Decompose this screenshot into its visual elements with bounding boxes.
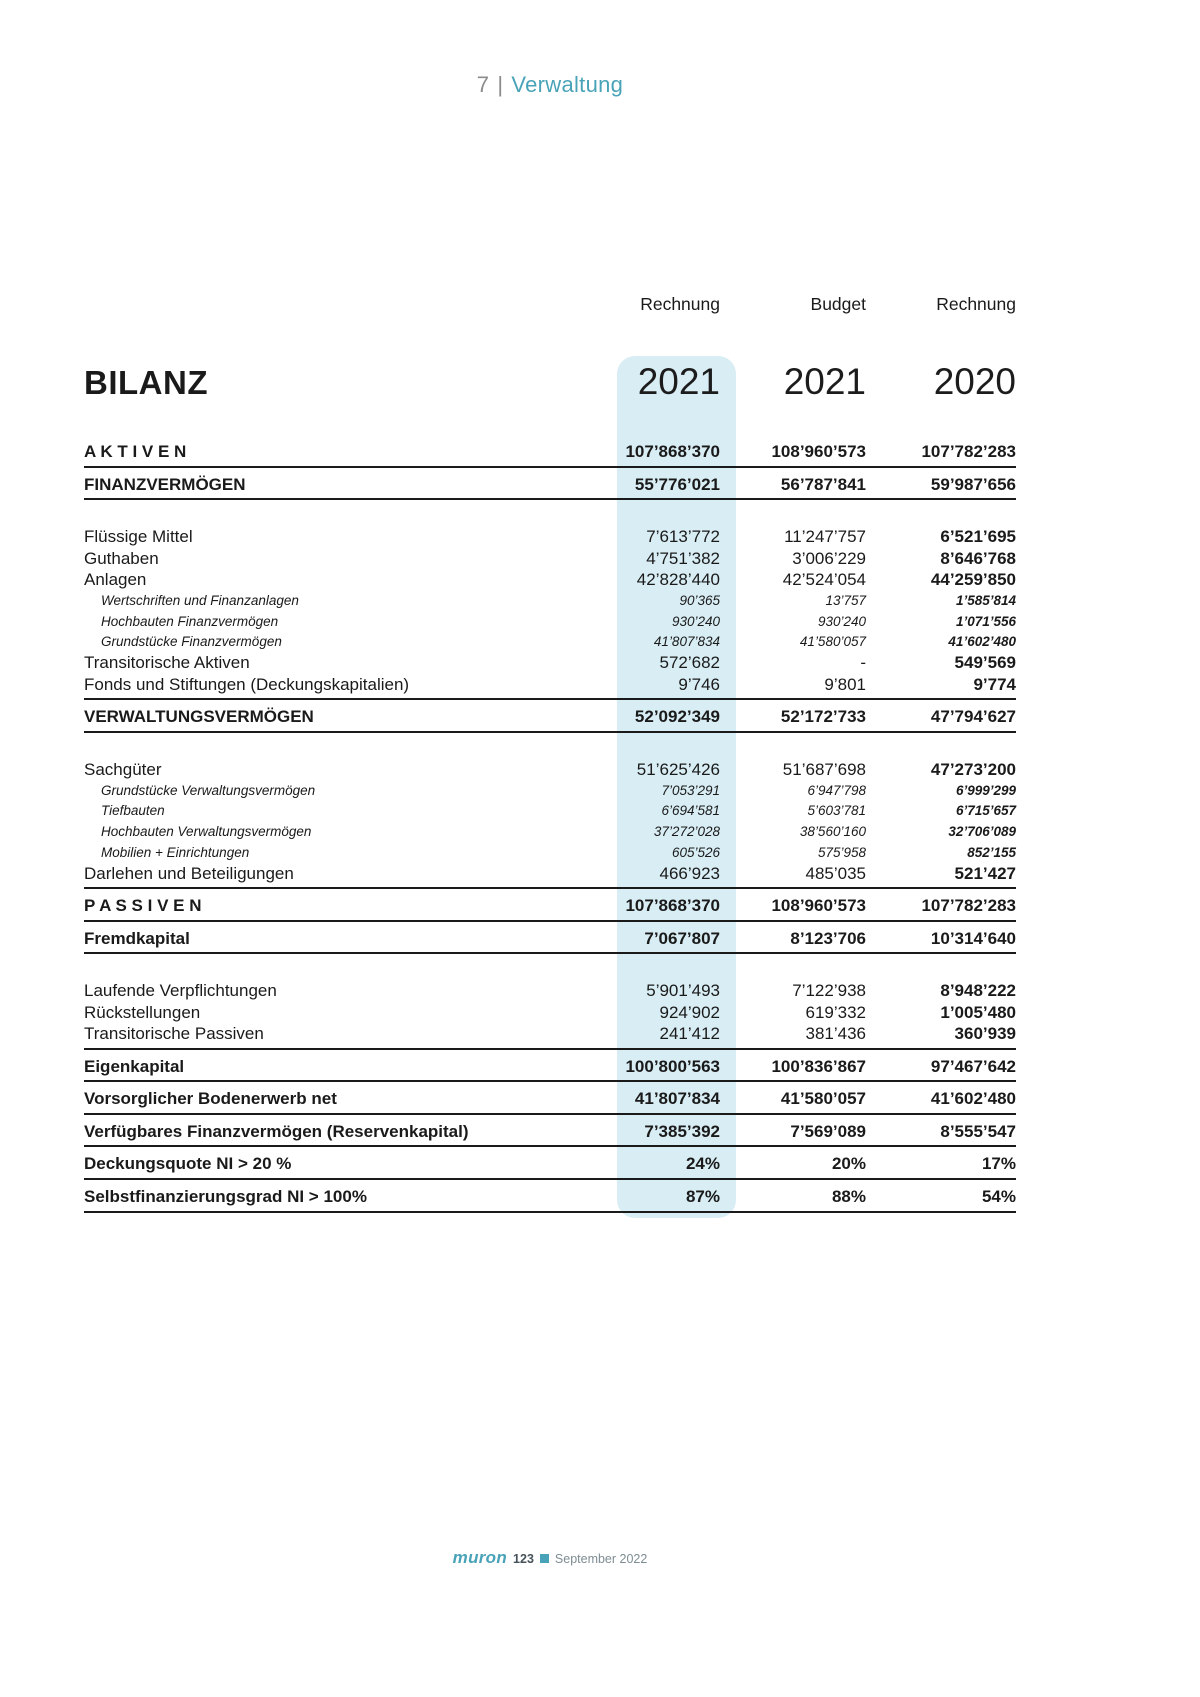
row-label: Grundstücke Verwaltungsvermögen [101,782,316,798]
value-col2: 3’006’229 [792,548,866,568]
column-header-rechnung-2020: Rechnung [936,294,1016,314]
value-col1: 24% [685,1154,720,1174]
value-col3: 107’782’283 [921,896,1016,916]
table-row [84,591,1016,612]
value-col2: 108’960’573 [771,442,866,461]
value-col2: 51’687’698 [782,759,866,779]
value-col3: 17% [981,1154,1016,1174]
value-col1: 41’807’834 [634,1089,720,1109]
column-header-budget-2021: Budget [810,294,866,314]
balance-table [84,441,1016,1213]
value-col3: 852’155 [967,844,1016,860]
page-number: 123 [513,1552,534,1566]
row-label: Vorsorglicher Bodenerwerb net [84,1089,337,1109]
column-header-rechnung-2021: Rechnung [640,294,720,314]
table-row [84,1002,1016,1024]
page-footer [84,1548,1016,1568]
table-row [84,863,1016,890]
value-col1: 7’067’807 [644,928,720,948]
value-col1: 87% [685,1187,720,1206]
row-label: A K T I V E N [84,442,187,461]
row-label: Guthaben [84,548,159,568]
value-col2: 485’035 [805,863,866,883]
value-col2: 619’332 [805,1002,866,1022]
row-label: FINANZVERMÖGEN [84,474,246,494]
table-spacer [84,506,1016,526]
value-col3: 107’782’283 [921,442,1016,461]
value-col1: 930’240 [671,613,720,629]
table-row [84,1153,1016,1180]
year-rechnung-2020: 2020 [933,361,1016,402]
value-col3: 32’706’089 [948,824,1016,839]
column-headers [84,294,1016,315]
value-col3: 59’987’656 [930,474,1016,494]
muron-logo: muron [452,1548,508,1567]
table-spacer [84,739,1016,759]
table-row [84,928,1016,955]
table-row [84,822,1016,843]
value-col2: 108’960’573 [771,896,866,916]
value-col3: 1’071’556 [955,613,1016,629]
value-col1: 9’746 [678,674,720,694]
value-col2: 9’801 [824,674,866,694]
value-col3: 1’005’480 [940,1002,1016,1022]
row-label: Wertschriften und Finanzanlagen [101,593,299,609]
row-label: Verfügbares Finanzvermögen (Reservenkapital) [84,1121,469,1141]
value-col2: 7’122’938 [792,981,866,1001]
row-label: Deckungsquote NI > 20 % [84,1154,292,1174]
value-col3: 6’715’657 [955,803,1016,819]
value-col2: 42’524’054 [782,570,866,590]
value-col3: 360’939 [954,1024,1016,1044]
value-col1: 55’776’021 [634,474,720,494]
value-col1: 51’625’426 [636,759,720,779]
chapter-title: Verwaltung [511,72,624,97]
row-label: Hochbauten Finanzvermögen [101,613,279,629]
header-separator: | [497,72,504,97]
table-row [84,842,1016,863]
value-col3: 10’314’640 [930,928,1016,948]
page-header [84,72,1016,98]
row-label: Anlagen [84,570,147,590]
value-col2: 6’947’798 [807,782,866,798]
value-col2: 100’836’867 [771,1056,866,1076]
table-row [84,1056,1016,1083]
row-label: Fremdkapital [84,928,190,948]
value-col1: 41’807’834 [653,634,720,650]
value-col3: 6’999’299 [955,782,1016,798]
table-row [84,801,1016,822]
value-col1: 605’526 [671,844,720,860]
value-col1: 7’385’392 [644,1121,720,1141]
row-label: Flüssige Mittel [84,527,193,547]
row-label: Transitorische Passiven [84,1024,264,1044]
table-row [84,1121,1016,1148]
table-row [84,895,1016,922]
table-row [84,526,1016,548]
value-col3: 6’521’695 [940,527,1016,547]
value-col2: 20% [831,1154,866,1174]
row-label: Hochbauten Verwaltungsvermögen [101,824,312,839]
value-col3: 47’794’627 [930,707,1016,727]
table-row [84,548,1016,570]
value-col1: 107’868’370 [625,896,720,916]
table-row [84,980,1016,1002]
value-col1: 241’412 [659,1024,720,1044]
year-rechnung-2021: 2021 [637,361,720,402]
value-col3: 54% [981,1187,1016,1206]
row-label: Sachgüter [84,759,162,779]
table-row [84,441,1016,468]
row-label: Fonds und Stiftungen (Deckungskapitalien) [84,674,410,694]
value-col3: 8’646’768 [940,548,1016,568]
value-col2: 38’560’160 [799,824,866,839]
table-row [84,1023,1016,1050]
value-col3: 41’602’480 [948,634,1016,650]
footer-date: September 2022 [554,1552,648,1566]
row-label: Darlehen und Beteiligungen [84,863,294,883]
page-title: BILANZ [84,364,208,401]
value-col2: 56’787’841 [780,474,866,494]
value-col1: 4’751’382 [646,548,720,568]
value-col2: 381’436 [805,1024,866,1044]
value-col3: 549’569 [954,653,1016,673]
chapter-number: 7 [476,72,490,97]
table-row [84,759,1016,781]
value-col3: 41’602’480 [930,1089,1016,1109]
row-label: Laufende Verpflichtungen [84,981,277,1001]
value-col2: 52’172’733 [780,707,866,727]
value-col1: 466’923 [659,863,720,883]
value-col2: - [860,653,866,673]
value-col2: 88% [831,1187,866,1206]
row-label: Selbstfinanzierungsgrad NI > 100% [84,1187,367,1206]
table-row [84,652,1016,674]
row-label: Rückstellungen [84,1002,201,1022]
value-col1: 100’800’563 [625,1056,720,1076]
value-col1: 107’868’370 [625,442,720,461]
row-label: VERWALTUNGSVERMÖGEN [84,707,314,727]
value-col2: 575’958 [817,844,866,860]
value-col3: 8’555’547 [940,1121,1016,1141]
value-col3: 9’774 [973,674,1016,694]
value-col1: 572’682 [659,653,720,673]
value-col1: 7’613’772 [646,527,720,547]
value-col2: 41’580’057 [799,634,866,650]
value-col1: 42’828’440 [636,570,720,590]
value-col3: 44’259’850 [930,570,1016,590]
row-label: Tiefbauten [101,803,165,819]
value-col2: 41’580’057 [780,1089,866,1109]
value-col2: 8’123’706 [790,928,866,948]
table-row [84,1088,1016,1115]
table-row [84,780,1016,801]
year-budget-2021: 2021 [783,361,866,402]
value-col1: 924’902 [659,1002,720,1022]
value-col2: 930’240 [817,613,866,629]
table-row [84,674,1016,701]
value-col1: 52’092’349 [634,707,720,727]
table-row [84,569,1016,591]
value-col3: 1’585’814 [955,593,1016,609]
table-spacer [84,960,1016,980]
row-label: Eigenkapital [84,1056,185,1076]
value-col1: 5’901’493 [646,981,720,1001]
footer-square-icon [540,1554,549,1563]
row-label: Mobilien + Einrichtungen [101,844,250,860]
value-col2: 13’757 [825,593,866,609]
value-col3: 97’467’642 [930,1056,1016,1076]
table-row [84,1186,1016,1213]
value-col1: 7’053’291 [661,782,720,798]
table-row [84,632,1016,653]
value-col3: 521’427 [954,863,1016,883]
row-label: Transitorische Aktiven [84,653,250,673]
value-col2: 7’569’089 [790,1121,866,1141]
row-label: Grundstücke Finanzvermögen [101,634,282,650]
value-col3: 47’273’200 [930,759,1016,779]
value-col3: 8’948’222 [940,981,1016,1001]
value-col2: 5’603’781 [807,803,866,819]
row-label: P A S S I V E N [84,896,202,916]
page-content [84,0,1016,1219]
title-row [84,361,1016,403]
table-row [84,706,1016,733]
value-col1: 90’365 [679,593,720,609]
table-row [84,474,1016,501]
table-row [84,611,1016,632]
value-col1: 6’694’581 [661,803,720,819]
value-col1: 37’272’028 [653,824,720,839]
value-col2: 11’247’757 [784,527,866,547]
